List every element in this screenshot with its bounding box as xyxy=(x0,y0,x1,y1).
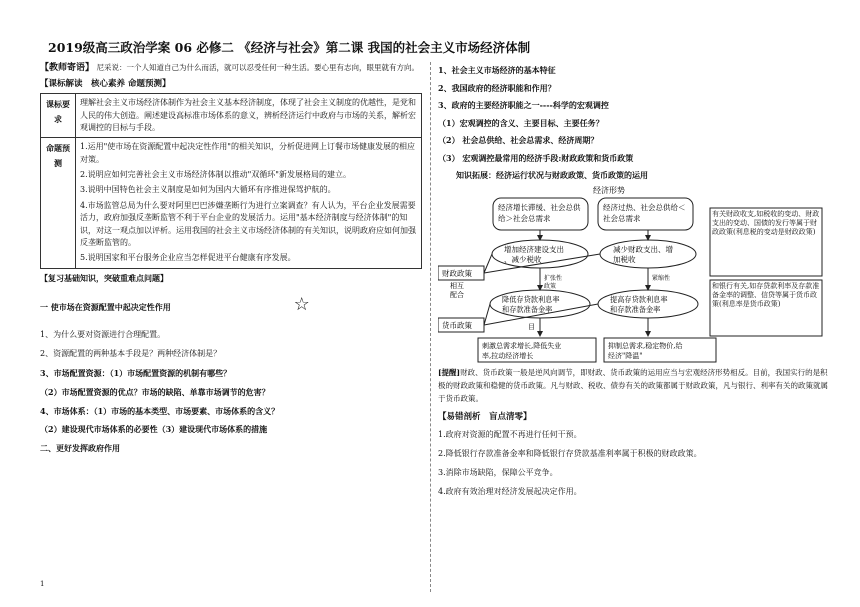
errors-heading: 【易错剖析 盲点清零】 xyxy=(438,412,532,423)
right-column xyxy=(438,62,828,501)
fiscal-note: 有关财政收支,如税收的变动、财政支出的变动、国债的发行等属于财政政策(利息税的变动是财政政策) xyxy=(712,209,820,236)
list-item: 5.说明国家和平台服务企业应当怎样促进平台健康有序发展。 xyxy=(80,253,296,263)
table-row xyxy=(41,138,422,269)
question: 1、为什么要对资源进行合理配置。 xyxy=(40,330,166,340)
row-key-requirement: 课标要求 xyxy=(41,94,76,138)
question: 3、政府的主要经济职能之一----科学的宏观调控 xyxy=(438,100,609,111)
mu-label: 目 xyxy=(528,322,535,331)
connector xyxy=(484,254,600,273)
section-heading: 二、更好发挥政府作用 xyxy=(40,443,120,454)
fiscal-shrink-text: 减少财政支出、增加税收 xyxy=(613,244,673,264)
list-item: 4.市场监管总局为什么要对阿里巴巴涉嫌垄断行为进行立案调查？有人认为，平台企业发展需要活力，政府加强反垄断监管不利于平台企业的发展活力。运用"基本经济制度与经济体制"的知识，对这一观点加以评析。运用我国的社会主义市场经济体制的有关知识，说明政府应如何加强反垄断监管的。 xyxy=(80,200,416,248)
question: （2） 社会总供给、社会总需求、经济周期？ xyxy=(438,135,599,146)
section-heading xyxy=(40,284,422,326)
result-shrink-text: 抑制总需求,稳定物价,给经济"降温" xyxy=(608,341,683,360)
row-key-prediction: 命题预测 xyxy=(41,138,76,269)
shrink-label: 紧缩性 xyxy=(652,274,671,282)
question: 1、社会主义市场经济的基本特征 xyxy=(438,65,556,75)
fiscal-label: 财政政策 xyxy=(442,268,472,278)
question: （2）建设现代市场体系的必要性（3）建设现代市场体系的措施 xyxy=(40,424,268,435)
row-text-requirement: 理解社会主义市场经济体制作为社会主义基本经济制度，体现了社会主义制度的优越性，是党和人民的伟大创造。阐述建设高标准市场体系的意义，辨析经济运行中政府与市场的关系，解析宏观调控的目标与手段。 xyxy=(76,94,422,138)
prediction-list xyxy=(76,138,422,269)
curriculum-table xyxy=(40,93,422,269)
teacher-label: 【教师寄语】 xyxy=(40,63,95,73)
section-title: 一 使市场在资源配置中起决定性作用 xyxy=(40,302,171,313)
question: （2）市场配置资源的优点？市场的缺陷、单靠市场调节的危害？ xyxy=(40,386,270,397)
policy-diagram xyxy=(438,184,826,364)
table-row xyxy=(41,94,422,138)
question: 4、市场体系：（1）市场的基本类型、市场要素、市场体系的含义？ xyxy=(40,405,280,416)
fiscal-expand-text: 增加经济建设支出、减少税收 xyxy=(504,244,564,264)
page-title: 2019级高三政治学案 06 必修二 《经济与社会》第二课 我国的社会主义市场经济体制 xyxy=(48,40,531,55)
knowledge-note: 知识拓展：经济运行状况与财政政策、货币政策的运用 xyxy=(456,169,648,180)
monetary-note: 和银行有关,如存贷款利率及存款准备金率的调整、信贷等属于货币政策(利息率是货币政策) xyxy=(712,281,820,308)
tip-text: 财政、货币政策一般是逆风向调节，即财政、货币政策的运用应当与宏观经济形势相反。目前，我国实行的是积极的财政政策和稳健的货币政策。凡与财政、税收、债券有关的政策都属于财政政策，凡与银行、利率有关的政策就属于货币政策。 xyxy=(438,367,828,404)
tip-paragraph xyxy=(438,366,828,405)
teacher-message xyxy=(40,62,422,76)
list-item: 3.消除市场缺陷，保障公平竞争。 xyxy=(438,467,558,477)
list-item: 2.说明应如何完善社会主义市场经济体制以推动"双循环"新发展格局的建立。 xyxy=(80,170,351,180)
star-icon: ☆ xyxy=(293,294,310,316)
list-item: 1.政府对资源的配置不再进行任何干预。 xyxy=(438,429,582,439)
coordination-label: 相互配合 xyxy=(450,281,464,299)
question: （3） 宏观调控最常用的经济手段:财政政策和货币政策 xyxy=(438,152,634,163)
teacher-text: 尼采说：一个人知道自己为什么而活，就可以忍受任何一种生活。要心里有志向，眼里就有方向。 xyxy=(96,63,420,72)
state-hot-text: 经济过热、社会总供给＜社会总需求 xyxy=(603,202,686,223)
question: 2、资源配置的两种基本手段是？两种经济体制是？ xyxy=(40,349,222,359)
tip-label: [提醒] xyxy=(438,367,461,377)
expand-label: 扩张性 xyxy=(544,274,563,282)
column-divider xyxy=(430,62,431,592)
left-column xyxy=(40,62,422,458)
result-expand-text: 刺激总需求增长,降低失业率,拉动经济增长 xyxy=(482,341,562,360)
policy-word: 政策 xyxy=(544,282,557,290)
question: 2、我国政府的经济职能和作用？ xyxy=(438,82,556,93)
page-number: 1 xyxy=(40,580,45,588)
list-item: 1.运用"使市场在资源配置中起决定性作用"的相关知识，分析促进网上订餐市场健康发展的相应对策。 xyxy=(80,142,415,164)
monetary-expand-text: 降低存贷款利息率和存款准备金率 xyxy=(502,294,560,314)
diagram-top-label: 经济形势 xyxy=(593,185,625,195)
question: （1）宏观调控的含义、主要目标、主要任务？ xyxy=(438,117,604,128)
connector xyxy=(484,254,492,273)
monetary-shrink-text: 提高存贷款利息率和存款准备金率 xyxy=(610,294,668,314)
question: 3、市场配置资源：（1）市场配置资源的机制有哪些？ xyxy=(40,368,232,379)
review-heading: 【复习基础知识，突破重难点问题】 xyxy=(40,272,168,283)
lesson-heading: 【课标解读 核心素养 命题预测】 xyxy=(40,78,171,89)
list-item: 2.降低银行存款准备金率和降低银行存贷款基准利率属于积极的财政政策。 xyxy=(438,448,702,458)
monetary-label: 货币政策 xyxy=(442,320,472,330)
connector xyxy=(484,304,490,325)
state-slow-text: 经济增长滞缓、社会总供给＞社会总需求 xyxy=(498,202,581,223)
list-item: 4.政府有效治理对经济发展起决定作用。 xyxy=(438,487,582,497)
list-item: 3.说明中国特色社会主义制度是如何为国内大循环有序推进保驾护航的。 xyxy=(80,185,336,195)
